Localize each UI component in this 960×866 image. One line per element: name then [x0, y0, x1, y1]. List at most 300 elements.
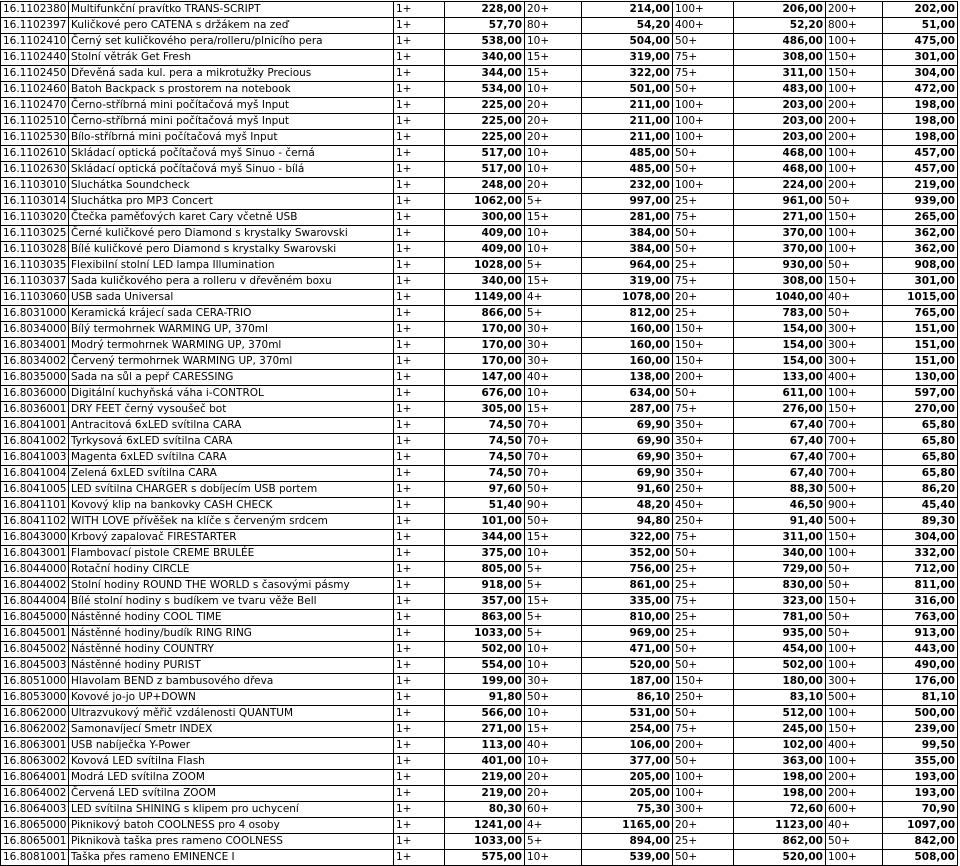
product-name-cell: Stolní větrák Get Fresh	[69, 50, 394, 66]
product-code-cell: 16.8041005	[1, 482, 69, 498]
table-row	[1, 290, 958, 306]
product-name-cell: Bílý termohrnek WARMING UP, 370ml	[69, 322, 394, 338]
qty-tier-1-cell: 1+	[394, 178, 445, 194]
price-tier-1-cell: 57,70	[445, 18, 525, 34]
qty-tier-3-cell: 25+	[673, 258, 734, 274]
price-tier-1-cell: 409,00	[445, 226, 525, 242]
product-name-cell: Černý set kuličkového pera/rolleru/plnicího pera	[69, 34, 394, 50]
table-row	[1, 690, 958, 706]
qty-tier-3-cell: 50+	[673, 242, 734, 258]
qty-tier-4-cell: 100+	[826, 226, 883, 242]
table-row	[1, 306, 958, 322]
price-tier-1-cell: 517,00	[445, 146, 525, 162]
qty-tier-4-cell: 500+	[826, 690, 883, 706]
qty-tier-3-cell: 50+	[673, 82, 734, 98]
product-code-cell: 16.8043001	[1, 546, 69, 562]
price-tier-3-cell: 46,50	[734, 498, 826, 514]
price-tier-4-cell: 301,00	[883, 274, 958, 290]
qty-tier-2-cell: 10+	[525, 642, 582, 658]
price-tier-3-cell: 198,00	[734, 770, 826, 786]
table-row	[1, 514, 958, 530]
product-name-cell: Zelená 6xLED svítilna CARA	[69, 466, 394, 482]
qty-tier-4-cell: 500+	[826, 482, 883, 498]
price-tier-1-cell: 409,00	[445, 242, 525, 258]
qty-tier-2-cell: 15+	[525, 50, 582, 66]
price-tier-2-cell: 377,00	[582, 754, 673, 770]
qty-tier-3-cell: 25+	[673, 610, 734, 626]
qty-tier-4-cell: 100+	[826, 658, 883, 674]
qty-tier-3-cell: 150+	[673, 322, 734, 338]
qty-tier-4-cell: 100+	[826, 850, 883, 866]
price-tier-4-cell: 239,00	[883, 722, 958, 738]
qty-tier-2-cell: 20+	[525, 178, 582, 194]
qty-tier-4-cell: 50+	[826, 834, 883, 850]
product-name-cell: Sada na sůl a pepř CARESSING	[69, 370, 394, 386]
qty-tier-2-cell: 10+	[525, 82, 582, 98]
price-tier-2-cell: 106,00	[582, 738, 673, 754]
price-tier-3-cell: 308,00	[734, 50, 826, 66]
product-code-cell: 16.8041004	[1, 466, 69, 482]
qty-tier-1-cell: 1+	[394, 130, 445, 146]
price-tier-2-cell: 964,00	[582, 258, 673, 274]
qty-tier-4-cell: 300+	[826, 674, 883, 690]
price-tier-2-cell: 211,00	[582, 114, 673, 130]
price-tier-2-cell: 756,00	[582, 562, 673, 578]
price-tier-1-cell: 401,00	[445, 754, 525, 770]
price-tier-1-cell: 554,00	[445, 658, 525, 674]
table-row	[1, 626, 958, 642]
qty-tier-1-cell: 1+	[394, 18, 445, 34]
product-name-cell: Modrá LED svítilna ZOOM	[69, 770, 394, 786]
qty-tier-1-cell: 1+	[394, 546, 445, 562]
price-tier-1-cell: 375,00	[445, 546, 525, 562]
price-tier-3-cell: 370,00	[734, 226, 826, 242]
price-tier-2-cell: 75,30	[582, 802, 673, 818]
qty-tier-1-cell: 1+	[394, 34, 445, 50]
product-code-cell: 16.8045003	[1, 658, 69, 674]
qty-tier-1-cell: 1+	[394, 466, 445, 482]
price-tier-4-cell: 597,00	[883, 386, 958, 402]
product-code-cell: 16.1102397	[1, 18, 69, 34]
qty-tier-4-cell: 400+	[826, 370, 883, 386]
price-tier-4-cell: 65,80	[883, 434, 958, 450]
qty-tier-2-cell: 10+	[525, 850, 582, 866]
price-tier-2-cell: 205,00	[582, 786, 673, 802]
table-row	[1, 402, 958, 418]
product-name-cell: DRY FEET černý vysoušeč bot	[69, 402, 394, 418]
qty-tier-3-cell: 75+	[673, 530, 734, 546]
product-name-cell: Černé kuličkové pero Diamond s krystalky Swarovski	[69, 226, 394, 242]
product-code-cell: 16.1102510	[1, 114, 69, 130]
price-tier-1-cell: 502,00	[445, 642, 525, 658]
qty-tier-3-cell: 200+	[673, 738, 734, 754]
qty-tier-2-cell: 50+	[525, 690, 582, 706]
product-code-cell: 16.8053000	[1, 690, 69, 706]
qty-tier-1-cell: 1+	[394, 322, 445, 338]
price-tier-2-cell: 520,00	[582, 658, 673, 674]
product-name-cell: Piknikový batoh COOLNESS pro 4 osoby	[69, 818, 394, 834]
price-tier-1-cell: 538,00	[445, 34, 525, 50]
qty-tier-4-cell: 700+	[826, 450, 883, 466]
product-code-cell: 16.8045000	[1, 610, 69, 626]
qty-tier-3-cell: 350+	[673, 450, 734, 466]
qty-tier-1-cell: 1+	[394, 354, 445, 370]
qty-tier-1-cell: 1+	[394, 450, 445, 466]
price-tier-4-cell: 89,30	[883, 514, 958, 530]
price-tier-4-cell: 198,00	[883, 98, 958, 114]
product-code-cell: 16.1103014	[1, 194, 69, 210]
qty-tier-2-cell: 5+	[525, 834, 582, 850]
qty-tier-4-cell: 40+	[826, 818, 883, 834]
price-tier-1-cell: 91,80	[445, 690, 525, 706]
price-tier-3-cell: 206,00	[734, 2, 826, 18]
qty-tier-1-cell: 1+	[394, 722, 445, 738]
product-name-cell: Flexibilní stolní LED lampa Illumination	[69, 258, 394, 274]
product-code-cell: 16.8035000	[1, 370, 69, 386]
qty-tier-2-cell: 10+	[525, 546, 582, 562]
qty-tier-2-cell: 15+	[525, 274, 582, 290]
qty-tier-2-cell: 10+	[525, 226, 582, 242]
price-tier-3-cell: 1123,00	[734, 818, 826, 834]
qty-tier-4-cell: 50+	[826, 578, 883, 594]
price-tier-2-cell: 91,60	[582, 482, 673, 498]
qty-tier-2-cell: 30+	[525, 338, 582, 354]
qty-tier-2-cell: 40+	[525, 370, 582, 386]
price-tier-3-cell: 245,00	[734, 722, 826, 738]
product-code-cell: 16.8065000	[1, 818, 69, 834]
price-tier-1-cell: 170,00	[445, 322, 525, 338]
price-tier-3-cell: 67,40	[734, 434, 826, 450]
qty-tier-1-cell: 1+	[394, 418, 445, 434]
price-tier-2-cell: 485,00	[582, 146, 673, 162]
table-row	[1, 434, 958, 450]
qty-tier-1-cell: 1+	[394, 786, 445, 802]
price-tier-2-cell: 471,00	[582, 642, 673, 658]
table-row	[1, 34, 958, 50]
qty-tier-2-cell: 30+	[525, 322, 582, 338]
qty-tier-4-cell: 150+	[826, 66, 883, 82]
price-tier-1-cell: 248,00	[445, 178, 525, 194]
qty-tier-1-cell: 1+	[394, 2, 445, 18]
price-tier-3-cell: 224,00	[734, 178, 826, 194]
table-row	[1, 482, 958, 498]
product-code-cell: 16.8044002	[1, 578, 69, 594]
price-tier-1-cell: 113,00	[445, 738, 525, 754]
table-row	[1, 50, 958, 66]
qty-tier-4-cell: 100+	[826, 82, 883, 98]
table-row	[1, 594, 958, 610]
price-tier-3-cell: 308,00	[734, 274, 826, 290]
table-row	[1, 354, 958, 370]
table-row	[1, 546, 958, 562]
price-tier-1-cell: 101,00	[445, 514, 525, 530]
table-row	[1, 338, 958, 354]
price-tier-2-cell: 281,00	[582, 210, 673, 226]
product-code-cell: 16.8041102	[1, 514, 69, 530]
price-tier-4-cell: 811,00	[883, 578, 958, 594]
price-tier-2-cell: 69,90	[582, 466, 673, 482]
qty-tier-3-cell: 75+	[673, 66, 734, 82]
qty-tier-2-cell: 5+	[525, 610, 582, 626]
qty-tier-3-cell: 450+	[673, 498, 734, 514]
qty-tier-4-cell: 100+	[826, 146, 883, 162]
qty-tier-3-cell: 150+	[673, 354, 734, 370]
qty-tier-4-cell: 50+	[826, 194, 883, 210]
product-name-cell: Černo-stříbrná mini počítačová myš Input	[69, 98, 394, 114]
table-row	[1, 770, 958, 786]
qty-tier-3-cell: 25+	[673, 306, 734, 322]
product-code-cell: 16.1103025	[1, 226, 69, 242]
price-tier-4-cell: 457,00	[883, 162, 958, 178]
price-tier-2-cell: 211,00	[582, 98, 673, 114]
price-tier-1-cell: 1028,00	[445, 258, 525, 274]
qty-tier-3-cell: 75+	[673, 402, 734, 418]
qty-tier-2-cell: 50+	[525, 514, 582, 530]
qty-tier-2-cell: 4+	[525, 290, 582, 306]
price-tier-2-cell: 501,00	[582, 82, 673, 98]
qty-tier-4-cell: 100+	[826, 706, 883, 722]
table-row	[1, 98, 958, 114]
qty-tier-2-cell: 10+	[525, 754, 582, 770]
product-code-cell: 16.8064002	[1, 786, 69, 802]
qty-tier-2-cell: 15+	[525, 66, 582, 82]
qty-tier-2-cell: 60+	[525, 802, 582, 818]
price-tier-1-cell: 805,00	[445, 562, 525, 578]
qty-tier-4-cell: 50+	[826, 562, 883, 578]
qty-tier-3-cell: 50+	[673, 642, 734, 658]
qty-tier-3-cell: 50+	[673, 386, 734, 402]
price-tier-2-cell: 335,00	[582, 594, 673, 610]
product-name-cell: Bílé stolní hodiny s budíkem ve tvaru věže Bell	[69, 594, 394, 610]
product-code-cell: 16.1102470	[1, 98, 69, 114]
price-tier-2-cell: 69,90	[582, 450, 673, 466]
qty-tier-1-cell: 1+	[394, 594, 445, 610]
price-tier-3-cell: 961,00	[734, 194, 826, 210]
price-tier-3-cell: 830,00	[734, 578, 826, 594]
product-name-cell: Krbový zapalovač FIRESTARTER	[69, 530, 394, 546]
price-tier-4-cell: 316,00	[883, 594, 958, 610]
price-tier-1-cell: 575,00	[445, 850, 525, 866]
qty-tier-3-cell: 350+	[673, 418, 734, 434]
table-row	[1, 146, 958, 162]
qty-tier-1-cell: 1+	[394, 114, 445, 130]
table-row	[1, 562, 958, 578]
price-tier-2-cell: 384,00	[582, 242, 673, 258]
qty-tier-2-cell: 5+	[525, 578, 582, 594]
price-tier-3-cell: 198,00	[734, 786, 826, 802]
table-row	[1, 82, 958, 98]
price-tier-4-cell: 913,00	[883, 626, 958, 642]
product-code-cell: 16.8064003	[1, 802, 69, 818]
price-tier-4-cell: 1097,00	[883, 818, 958, 834]
price-tier-1-cell: 918,00	[445, 578, 525, 594]
qty-tier-1-cell: 1+	[394, 802, 445, 818]
price-tier-4-cell: 304,00	[883, 66, 958, 82]
product-name-cell: WITH LOVE přívěšek na klíče s červeným srdcem	[69, 514, 394, 530]
product-name-cell: Skládací optická počítačová myš Sinuo - černá	[69, 146, 394, 162]
price-tier-4-cell: 908,00	[883, 258, 958, 274]
price-tier-3-cell: 52,20	[734, 18, 826, 34]
qty-tier-3-cell: 25+	[673, 194, 734, 210]
price-tier-1-cell: 219,00	[445, 770, 525, 786]
price-tier-3-cell: 930,00	[734, 258, 826, 274]
product-name-cell: Tyrkysová 6xLED svítilna CARA	[69, 434, 394, 450]
price-tier-1-cell: 74,50	[445, 450, 525, 466]
price-tier-4-cell: 842,00	[883, 834, 958, 850]
price-tier-4-cell: 45,40	[883, 498, 958, 514]
table-row	[1, 210, 958, 226]
product-code-cell: 16.8036000	[1, 386, 69, 402]
qty-tier-2-cell: 10+	[525, 706, 582, 722]
qty-tier-2-cell: 5+	[525, 306, 582, 322]
product-name-cell: Sluchátka pro MP3 Concert	[69, 194, 394, 210]
product-name-cell: Piknikovà taška pres rameno COOLNESS	[69, 834, 394, 850]
product-code-cell: 16.1102460	[1, 82, 69, 98]
qty-tier-4-cell: 150+	[826, 274, 883, 290]
qty-tier-3-cell: 100+	[673, 178, 734, 194]
qty-tier-1-cell: 1+	[394, 690, 445, 706]
price-tier-4-cell: 475,00	[883, 34, 958, 50]
price-tier-4-cell: 490,00	[883, 658, 958, 674]
qty-tier-3-cell: 100+	[673, 114, 734, 130]
price-tier-1-cell: 1033,00	[445, 626, 525, 642]
price-tier-1-cell: 1241,00	[445, 818, 525, 834]
product-code-cell: 16.8044000	[1, 562, 69, 578]
qty-tier-4-cell: 200+	[826, 114, 883, 130]
price-tier-4-cell: 1015,00	[883, 290, 958, 306]
table-row	[1, 114, 958, 130]
price-tier-2-cell: 69,90	[582, 434, 673, 450]
qty-tier-1-cell: 1+	[394, 338, 445, 354]
qty-tier-3-cell: 100+	[673, 98, 734, 114]
qty-tier-1-cell: 1+	[394, 754, 445, 770]
price-tier-3-cell: 203,00	[734, 130, 826, 146]
product-code-cell: 16.8041002	[1, 434, 69, 450]
price-tier-3-cell: 502,00	[734, 658, 826, 674]
price-tier-4-cell: 176,00	[883, 674, 958, 690]
price-tier-1-cell: 199,00	[445, 674, 525, 690]
table-row	[1, 530, 958, 546]
product-name-cell: Černo-stříbrná mini počítačová myš Input	[69, 114, 394, 130]
qty-tier-3-cell: 50+	[673, 658, 734, 674]
qty-tier-2-cell: 70+	[525, 450, 582, 466]
qty-tier-3-cell: 200+	[673, 370, 734, 386]
product-name-cell: Taška přes rameno EMINENCE I	[69, 850, 394, 866]
price-tier-2-cell: 187,00	[582, 674, 673, 690]
product-code-cell: 16.8043000	[1, 530, 69, 546]
qty-tier-3-cell: 100+	[673, 786, 734, 802]
price-tier-3-cell: 729,00	[734, 562, 826, 578]
qty-tier-1-cell: 1+	[394, 818, 445, 834]
price-tier-3-cell: 363,00	[734, 754, 826, 770]
product-name-cell: Červená LED svítilna ZOOM	[69, 786, 394, 802]
table-row	[1, 834, 958, 850]
product-name-cell: Modrý termohrnek WARMING UP, 370ml	[69, 338, 394, 354]
price-list-table	[0, 1, 958, 866]
table-row	[1, 754, 958, 770]
product-name-cell: Antracitová 6xLED svítilna CARA	[69, 418, 394, 434]
price-tier-4-cell: 265,00	[883, 210, 958, 226]
price-tier-3-cell: 102,00	[734, 738, 826, 754]
table-row	[1, 322, 958, 338]
price-tier-1-cell: 866,00	[445, 306, 525, 322]
price-tier-2-cell: 54,20	[582, 18, 673, 34]
table-row	[1, 178, 958, 194]
price-tier-2-cell: 384,00	[582, 226, 673, 242]
price-tier-3-cell: 88,30	[734, 482, 826, 498]
price-tier-2-cell: 322,00	[582, 530, 673, 546]
qty-tier-3-cell: 75+	[673, 274, 734, 290]
product-code-cell: 16.8036001	[1, 402, 69, 418]
price-tier-4-cell: 765,00	[883, 306, 958, 322]
price-tier-2-cell: 531,00	[582, 706, 673, 722]
qty-tier-2-cell: 10+	[525, 242, 582, 258]
price-tier-3-cell: 468,00	[734, 146, 826, 162]
qty-tier-4-cell: 100+	[826, 642, 883, 658]
qty-tier-4-cell: 200+	[826, 130, 883, 146]
price-tier-2-cell: 254,00	[582, 722, 673, 738]
qty-tier-2-cell: 5+	[525, 194, 582, 210]
price-tier-3-cell: 154,00	[734, 338, 826, 354]
price-tier-3-cell: 611,00	[734, 386, 826, 402]
qty-tier-1-cell: 1+	[394, 82, 445, 98]
price-tier-1-cell: 300,00	[445, 210, 525, 226]
product-code-cell: 16.1103060	[1, 290, 69, 306]
price-tier-3-cell: 67,40	[734, 466, 826, 482]
qty-tier-4-cell: 100+	[826, 34, 883, 50]
qty-tier-2-cell: 10+	[525, 658, 582, 674]
product-code-cell: 16.8064001	[1, 770, 69, 786]
product-code-cell: 16.8063001	[1, 738, 69, 754]
price-tier-1-cell: 74,50	[445, 466, 525, 482]
qty-tier-2-cell: 20+	[525, 786, 582, 802]
qty-tier-3-cell: 25+	[673, 562, 734, 578]
price-tier-1-cell: 676,00	[445, 386, 525, 402]
price-tier-4-cell: 457,00	[883, 146, 958, 162]
qty-tier-3-cell: 350+	[673, 434, 734, 450]
product-name-cell: Magenta 6xLED svítilna CARA	[69, 450, 394, 466]
qty-tier-4-cell: 200+	[826, 98, 883, 114]
price-tier-4-cell: 198,00	[883, 114, 958, 130]
qty-tier-1-cell: 1+	[394, 850, 445, 866]
price-tier-3-cell: 340,00	[734, 546, 826, 562]
qty-tier-4-cell: 100+	[826, 162, 883, 178]
product-name-cell: Ultrazvukový měřič vzdálenosti QUANTUM	[69, 706, 394, 722]
price-tier-3-cell: 67,40	[734, 418, 826, 434]
price-tier-2-cell: 86,10	[582, 690, 673, 706]
price-tier-1-cell: 344,00	[445, 530, 525, 546]
product-name-cell: Kovová LED svítilna Flash	[69, 754, 394, 770]
price-tier-4-cell: 65,80	[883, 450, 958, 466]
qty-tier-1-cell: 1+	[394, 98, 445, 114]
qty-tier-2-cell: 15+	[525, 594, 582, 610]
product-name-cell: Stolní hodiny ROUND THE WORLD s časovými pásmy	[69, 578, 394, 594]
table-row	[1, 274, 958, 290]
qty-tier-1-cell: 1+	[394, 194, 445, 210]
qty-tier-3-cell: 350+	[673, 466, 734, 482]
price-tier-1-cell: 147,00	[445, 370, 525, 386]
price-tier-3-cell: 311,00	[734, 66, 826, 82]
price-tier-1-cell: 357,00	[445, 594, 525, 610]
qty-tier-1-cell: 1+	[394, 482, 445, 498]
table-row	[1, 162, 958, 178]
qty-tier-3-cell: 75+	[673, 50, 734, 66]
price-tier-4-cell: 193,00	[883, 770, 958, 786]
price-tier-1-cell: 170,00	[445, 354, 525, 370]
price-tier-4-cell: 99,50	[883, 738, 958, 754]
price-tier-4-cell: 70,90	[883, 802, 958, 818]
table-row	[1, 466, 958, 482]
